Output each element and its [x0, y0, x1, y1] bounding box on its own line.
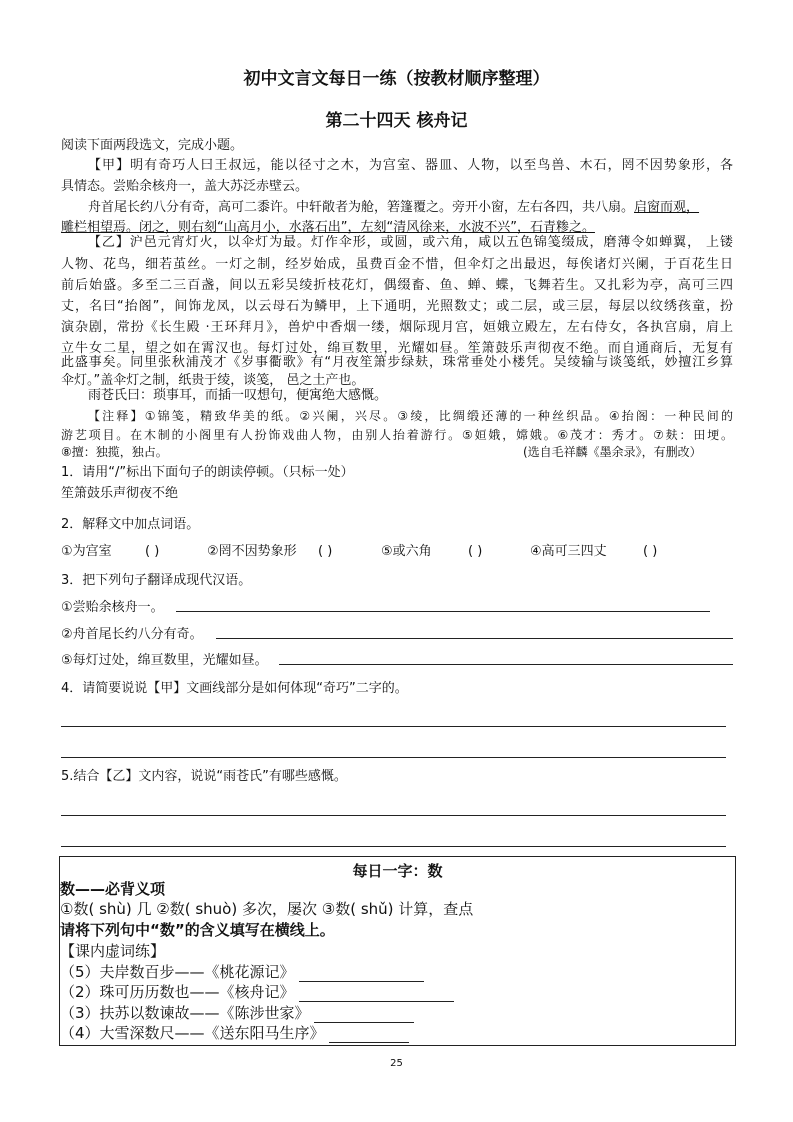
passage-yi-line: 立牛女二星，望之如在霄汉也。每灯过处，绵亘数里，光耀如昼。笙箫鼓乐声彻夜不绝。而自通商后，无复有 — [61, 341, 733, 356]
page-number: 25 — [390, 1058, 403, 1069]
question-4: 4．请简要说说【甲】文画线部分是如何体现“奇巧”二字的。 — [61, 681, 408, 696]
q2-item-2: ②罔不因势象形 — [207, 544, 297, 559]
answer-blank[interactable] — [299, 966, 424, 982]
passage-jia-underlined: 雕栏相望焉。闭之，则右刻“山高月小，水落石出”，左刻“清风徐来，水波不兴”，石青糁之。 — [61, 220, 595, 235]
q2-answer-4[interactable]: ( ) — [643, 544, 658, 559]
passage-jia-line — [88, 200, 699, 216]
q2-answer-3[interactable]: ( ) — [468, 544, 483, 559]
answer-line[interactable] — [279, 664, 733, 665]
passage-yi-line: 前后始盛。多至二三百盏，间以五彩吴绫折枝花灯，偶缀畜、鱼、蝉、蝶，飞舞若生。又扎彩为亭，高可三四 — [61, 278, 733, 293]
exercise-item — [60, 982, 454, 1002]
exercise-item — [60, 1003, 414, 1023]
q3-item-2: ②舟首尾长约八分有奇。 — [61, 627, 203, 642]
passage-yi-line: 人物、花鸟，细若茧丝。一灯之制，经岁始成，虽费百金不惜，但伞灯之出最迟，每俟诸灯兴阑，于百花生日 — [61, 257, 733, 272]
passage-yi-line: 【乙】沪邑元宵灯火，以伞灯为最。灯作伞形，或圆，或六角，咸以五色锦笺缀成，磨薄令如蝉翼， 上镂 — [88, 235, 733, 250]
fill-instruction: 请将下列句中“数”的含义填写在横线上。 — [60, 921, 335, 939]
answer-blank[interactable] — [314, 1007, 414, 1023]
q3-item-1: ①尝贻余核舟一。 — [61, 600, 164, 615]
answer-line[interactable] — [61, 815, 726, 816]
underlined-text: 启窗而观， — [634, 200, 700, 215]
passage-yi-line: 伞灯。”盖伞灯之制，纸贵于绫，谈笺， 邑之土产也。 — [61, 373, 365, 388]
notes-line: 【注释】①锦笺，精致华美的纸。②兴阑，兴尽。③绫，比绸缎还薄的一种丝织品。④抬阁：一种民间的 — [88, 409, 733, 423]
notes-source: (选自毛祥麟《墨余录》，有删改） — [523, 445, 702, 459]
instruction: 阅读下面两段选文，完成小题。 — [61, 138, 244, 153]
lesson-title: 第二十四天 核舟记 — [325, 111, 468, 131]
answer-line[interactable] — [61, 726, 726, 727]
exercise-text: （4）大雪深数尺——《送东阳马生序》 — [60, 1024, 325, 1042]
answer-blank[interactable] — [299, 986, 454, 1002]
passage-jia-line: 具情态。尝贻余核舟一，盖大苏泛赤壁云。 — [61, 179, 309, 194]
passage-jia-line: 【甲】明有奇巧人曰王叔远，能以径寸之木，为宫室、器皿、人物，以至鸟兽、木石，罔不因势象形，各 — [88, 158, 733, 173]
exercise-text: （2）珠可历历数也——《核舟记》 — [60, 983, 295, 1001]
exercise-item — [60, 1023, 409, 1043]
q2-answer-1[interactable]: ( ) — [145, 544, 160, 559]
exercise-text: （5）夫岸数百步——《桃花源记》 — [60, 963, 295, 981]
q2-answer-2[interactable]: ( ) — [318, 544, 333, 559]
notes-line: 游艺项目。在木制的小阁里有人扮饰戏曲人物，由别人抬着游行。⑤姮娥，嫦娥。⑥茂才：秀才。⑦麸：田埂。 — [61, 428, 733, 442]
question-2: 2．解释文中加点词语。 — [61, 517, 200, 532]
question-3: 3．把下列句子翻译成现代汉语。 — [61, 573, 252, 588]
meanings-heading: 数——必背义项 — [60, 880, 166, 898]
passage-yi-line: 丈，名曰“抬阁”，间饰龙凤，以云母石为鳞甲，上下通明，光照数丈；或二层，或三层，每层以纹绣孩童，扮 — [61, 299, 733, 314]
meanings-list: ①数( shù) 几 ②数( shuò) 多次，屡次 ③数( shǔ) 计算，查点 — [60, 900, 474, 918]
exercise-item — [60, 962, 424, 982]
answer-line[interactable] — [61, 846, 726, 847]
passage-yi-line: 雨苍氏曰：琐事耳，而插一叹想句，便寓绝大感慨。 — [88, 388, 388, 403]
daily-word-title: 每日一字：数 — [352, 862, 443, 880]
passage-yi-line: 此盛事矣。同里张秋浦茂才《岁事衢歌》有“月夜笙箫步绿麸，珠常垂处小楼凭。吴绫输与谈笺纸，妙擅江乡算 — [61, 355, 733, 370]
passage-jia-text: 舟首尾长约八分有奇，高可二黍许。中轩敞者为舱，箬篷覆之。旁开小窗，左右各四，共八扇。 — [88, 200, 635, 215]
q2-item-1: ①为宫室 — [61, 544, 112, 559]
answer-line[interactable] — [216, 638, 733, 639]
question-5: 5.结合【乙】文内容，说说“雨苍氏”有哪些感慨。 — [61, 769, 347, 784]
exercise-text: （3）扶苏以数谏故——《陈涉世家》 — [60, 1004, 310, 1022]
notes-line: ⑧擅：独揽，独占。 — [61, 445, 168, 459]
section-label: 【课内虚词练】 — [60, 942, 166, 960]
page-title: 初中文言文每日一练（按教材顺序整理） — [243, 69, 550, 89]
answer-blank[interactable] — [329, 1027, 409, 1043]
question-1-sentence: 笙箫鼓乐声彻夜不绝 — [61, 486, 179, 501]
q3-item-3: ⑤每灯过处，绵亘数里，光耀如昼。 — [61, 653, 268, 668]
q2-item-4: ④高可三四丈 — [530, 544, 607, 559]
q2-item-3: ⑤或六角 — [381, 544, 432, 559]
question-1: 1．请用“/”标出下面句子的朗读停顿。（只标一处） — [61, 465, 354, 480]
passage-yi-line: 演杂剧，常扮《长生殿 ·王环拜月》，兽炉中香烟一缕，烟际现月宫，姮娥立殿左，左右侍女，各执宫扇，肩上 — [61, 320, 733, 335]
answer-line[interactable] — [176, 611, 710, 612]
answer-line[interactable] — [61, 757, 726, 758]
